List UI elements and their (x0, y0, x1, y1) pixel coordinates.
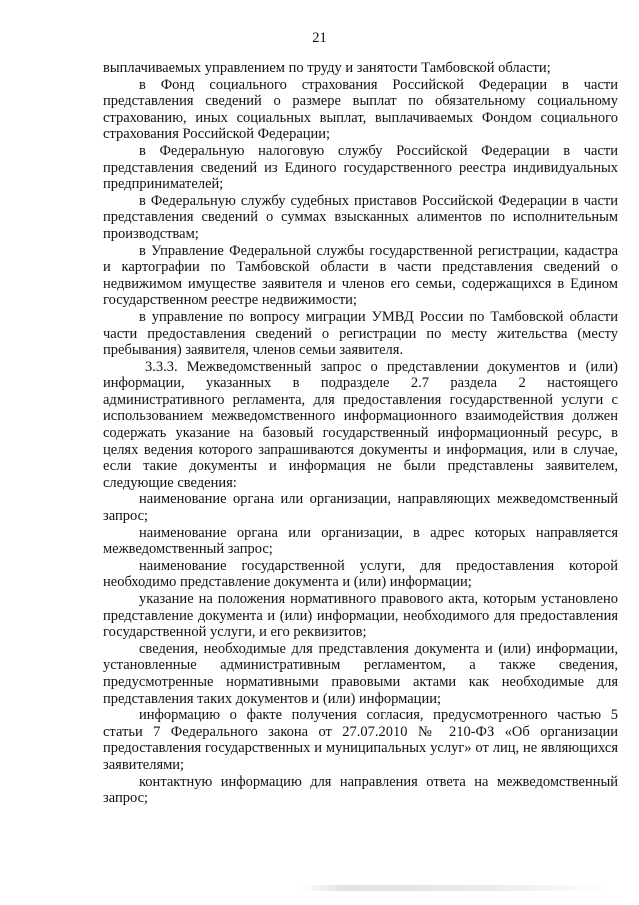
page-number: 21 (312, 30, 327, 46)
paragraph: в управление по вопросу миграции УМВД России по Тамбовской области части предоставления сведений о регистрации по месту жительства (месту пребывания) заявителя, членов семьи заявителя. (103, 308, 618, 359)
document-body (103, 60, 618, 807)
paragraph: наименование органа или организации, направляющих межведомственный запрос; (103, 491, 618, 525)
paragraph: наименование органа или организации, в адрес которых направляется межведомственный запрос; (103, 524, 618, 558)
paragraph: в Управление Федеральной службы государственной регистрации, кадастра и картографии по Тамбовской области в части представления сведений о недвижимом имуществе заявителя и членов его семьи, содержащихся в Едином государственном реестре недвижимости; (103, 242, 618, 309)
paragraph: 3.3.3. Межведомственный запрос о представлении документов и (или) информации, указанных в подразделе 2.7 раздела 2 настоящего административного регламента, для предоставления государственной услуги с использованием межведомственного информационного взаимодействия должен содержать указание на базовый государственный информационный ресурс, в целях ведения которого запрашиваются документы и информация, или в случае, если такие документы и информация не были представлены заявителем, следующие сведения: (103, 358, 618, 491)
paragraph: информацию о факте получения согласия, предусмотренного частью 5 статьи 7 Федерального закона от 27.07.2010 № 210-ФЗ «Об организации предоставления государственных и муниципальных услуг» от лиц, не являющихся заявителями; (103, 707, 618, 773)
paragraph: в Фонд социального страхования Российской Федерации в части представления сведений о размере выплат по обязательному социальному страхованию, иных социальных выплат, выплачиваемых Фондом социального страхования Российской Федерации; (103, 76, 618, 143)
scan-artifact (300, 885, 610, 891)
paragraph: в Федеральную налоговую службу Российской Федерации в части представления сведений из Единого государственного реестра индивидуальных предпринимателей; (103, 142, 618, 193)
paragraph: выплачиваемых управлением по труду и занятости Тамбовской области; (103, 60, 551, 76)
paragraph: в Федеральную службу судебных приставов Российской Федерации в части представления сведений о суммах взысканных алиментов по исполнительным производствам; (103, 192, 618, 242)
paragraph: наименование государственной услуги, для предоставления которой необходимо представление документа и (или) информации; (103, 557, 618, 591)
paragraph: указание на положения нормативного правового акта, которым установлено представление документа и (или) информации, необходимого для предоставления государственной услуги, и его реквизитов; (103, 591, 618, 641)
paragraph: контактную информацию для направления ответа на межведомственный запрос; (103, 773, 618, 807)
paragraph: сведения, необходимые для представления документа и (или) информации, установленные административным регламентом, а также сведения, предусмотренные нормативными правовыми актами как необходимые для представления таких документов и (или) информации; (103, 640, 618, 707)
